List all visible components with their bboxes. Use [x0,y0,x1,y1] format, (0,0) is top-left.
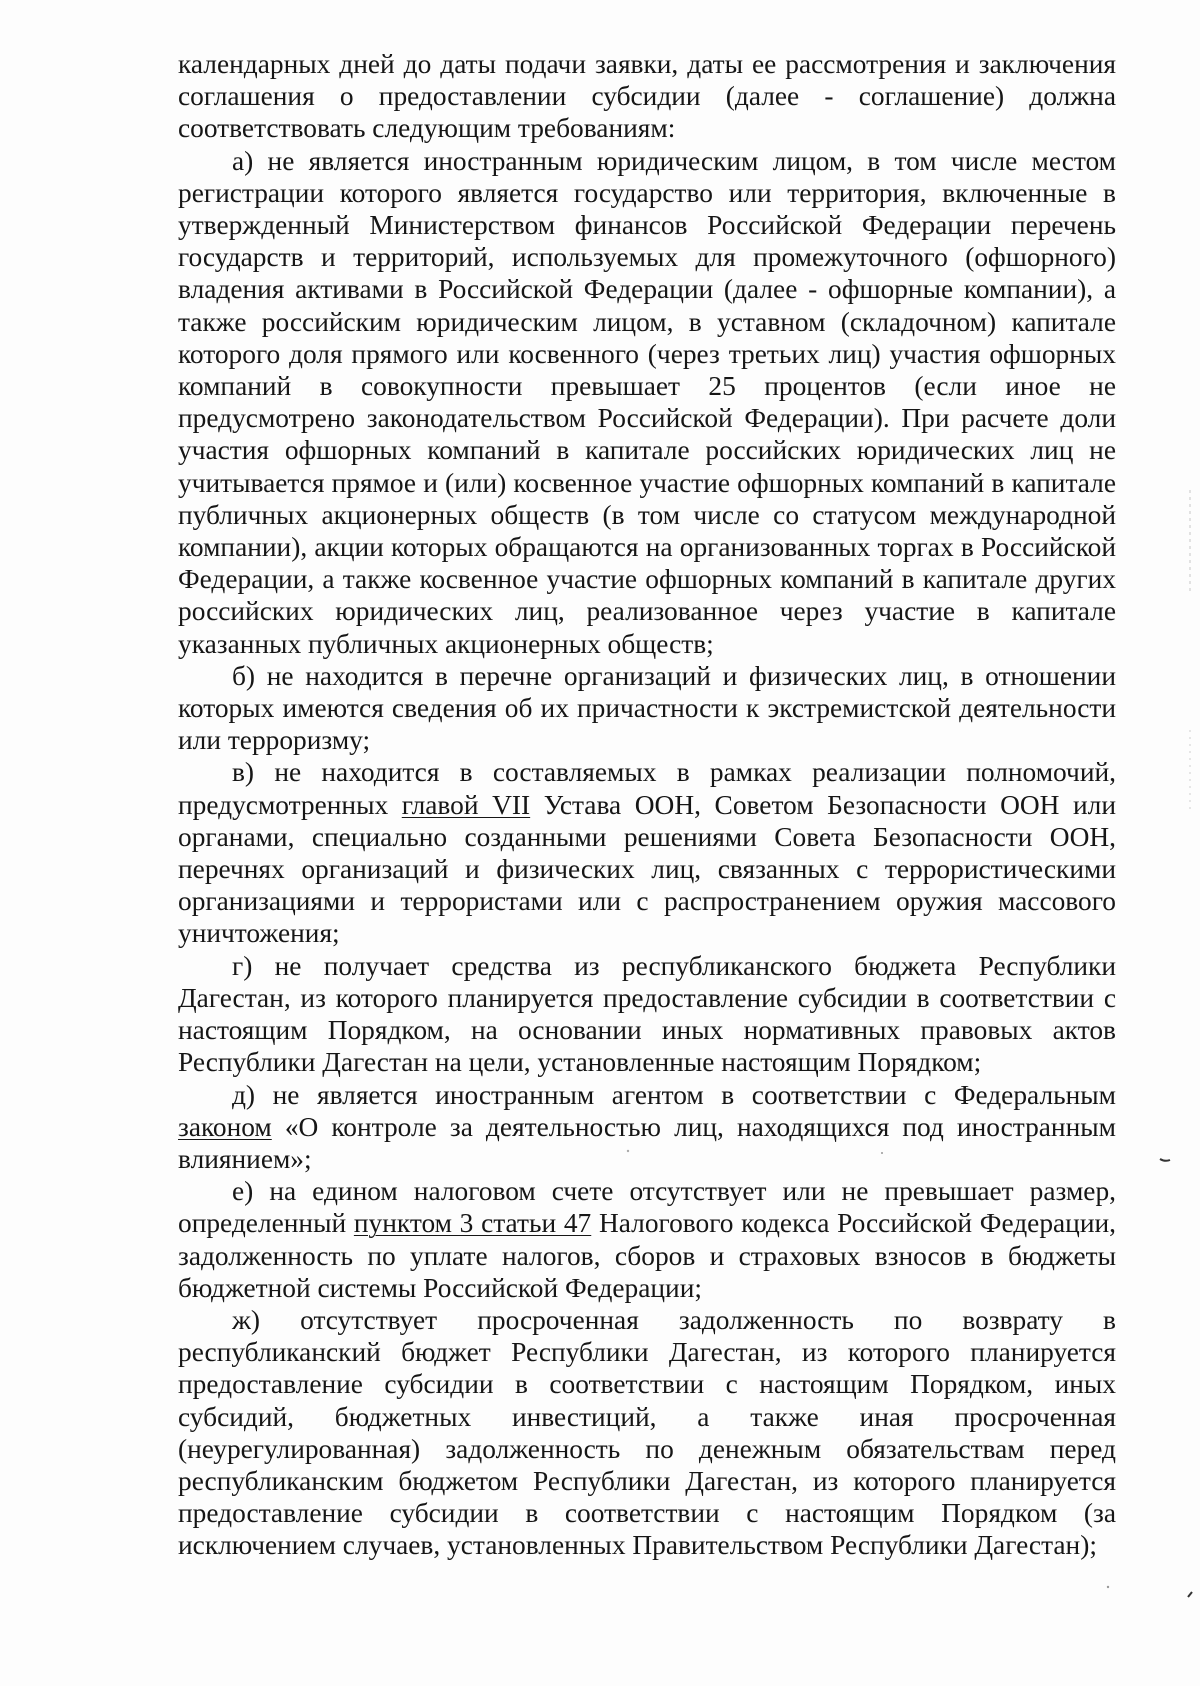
federal-law-link[interactable]: законом [178,1111,272,1142]
paragraph-v-text-end: Устава ООН, Советом Безопасности ООН или органами, специально созданными решениями Совета Безопасности ООН, перечнях организаций и физических лиц, связанных с террористическими организациями и террористами или с распространением оружия массового уничтожения; [178,789,1117,949]
paragraph-v [178,756,1116,949]
paragraph-e-text-end: Налогового кодекса Российской Федерации, задолженность по уплате налогов, сборов и страховых взносов в бюджеты бюджетной системы Российской Федерации; [178,1208,1117,1303]
paragraph-intro: календарных дней до даты подачи заявки, даты ее рассмотрения и заключения соглашения о предоставлении субсидии (далее - соглашение) должна соответствовать следующим требованиям: [178,49,1116,144]
scan-speck [1188,1592,1192,1597]
paragraph-e-text-start: е) на едином налоговом счете отсутствует или не превышает размер, определенный [178,1176,1116,1239]
paragraph-b: б) не находится в перечне организаций и физических лиц, в отношении которых имеются сведения об их причастности к экстремистской деятельности или терроризму; [178,660,1116,756]
document-body [178,48,1116,1562]
paragraph-d-text-end: «О контроле за деятельностью лиц, находящихся под иностранным влиянием»; [178,1111,1116,1174]
paragraph-v-text-start: в) не находится в составляемых в рамках реализации полномочий, предусмотренных [178,757,1116,820]
tax-code-article-link[interactable]: пунктом 3 статьи 47 [353,1208,592,1239]
paragraph-g: г) не получает средства из республиканского бюджета Республики Дагестан, из которого планируется предоставление субсидии в соответствии с настоящим Порядком, на основании иных нормативных правовых актов Республики Дагестан на цели, установленные настоящим Порядком; [178,950,1116,1078]
scan-speck [1160,1159,1170,1161]
scan-speck [1107,1586,1109,1588]
paragraph-d-text-start: д) не является иностранным агентом в соответствии с Федеральным [232,1079,1116,1110]
paragraph-zh: ж) отсутствует просроченная задолженность по возврату в республиканский бюджет Республики Дагестан, из которого планируется предоставление субсидии в соответствии с настоящим Порядком, иных субсидий, бюджетных инвестиций, а также иная просроченная (неурегулированная) задолженность по денежным обязательствам перед республиканским бюджетом Республики Дагестан, из которого планируется предоставление субсидии в соответствии с настоящим Порядком (за исключением случаев, установленных Правительством Республики Дагестан); [178,1304,1116,1561]
paragraph-d [178,1079,1116,1176]
paragraph-e [178,1175,1116,1304]
un-charter-chapter-link[interactable]: главой VII [401,789,531,820]
paragraph-a: а) не является иностранным юридическим лицом, в том числе местом регистрации которого является государство или территория, включенные в утвержденный Министерством финансов Российской Федерации перечень государств и территорий, используемых для промежуточного (офшорного) владения активами в Российской Федерации (далее - офшорные компании), а также российским юридическим лицом, в уставном (складочном) капитале которого доля прямого или косвенного (через третьих лиц) участия офшорных компаний в совокупности превышает 25 процентов (если иное не предусмотрено законодательством Российской Федерации). При расчете доли участия офшорных компаний в капитале российских юридических лиц не учитывается прямое и (или) косвенное участие офшорных компаний в капитале публичных акционерных обществ (в том числе со статусом международной компании), акции которых обращаются на организованных торгах в Российской Федерации, а также косвенное участие офшорных компаний в капитале других российских юридических лиц, реализованное через участие в капитале указанных публичных акционерных обществ; [178,145,1116,659]
